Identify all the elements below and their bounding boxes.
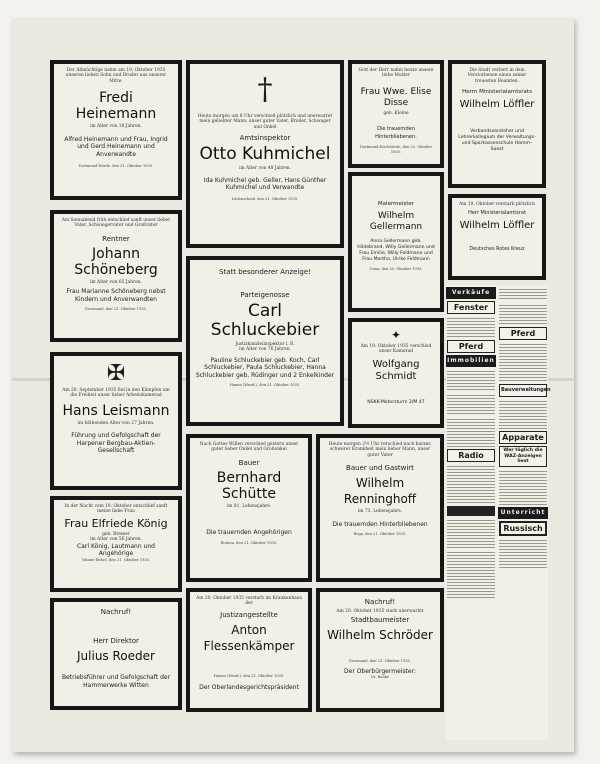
intro-text: Am Sonnabend früh entschlief sanft unser lieber Vater, Schwiegervater und Großvater — [61, 218, 171, 229]
ad-russisch — [499, 521, 547, 536]
body-text — [195, 279, 335, 289]
obituary-disse — [348, 60, 444, 168]
place-date: Dortmund-Hörde, den 21. Oktober 1935. — [78, 164, 154, 169]
obituary-renninghoff — [316, 434, 444, 582]
obituary-leismann — [50, 352, 182, 490]
place-date: Hamm (Westf.), den 21. Oktober 1935. — [213, 673, 285, 678]
role-text: Amtsinspektor — [239, 134, 291, 143]
family-text: Carl König, Lautmann und Angehörige — [77, 542, 155, 558]
role-text: Rentner — [102, 234, 130, 243]
ad-text-block — [499, 399, 547, 429]
ad-title: Bauverwaltungen — [501, 387, 551, 393]
role-text: Malermeister — [377, 201, 415, 207]
age-text: im 81. Lebensjahre. — [226, 503, 272, 509]
deceased-name: Fredi Heinemann — [75, 90, 157, 123]
age-text: im Alter von 56 Jahren. — [90, 537, 142, 543]
section-header-immobilien: Immobilien — [446, 355, 496, 367]
ad-text-block — [447, 417, 495, 447]
place-date: Dortmund, den 21. Oktober 1935. — [85, 307, 147, 312]
maiden-name: geb. Bremer — [102, 531, 130, 537]
obituary-loeffler-1 — [448, 60, 546, 188]
signed-by: Der Oberlandesgerichtspräsident — [199, 684, 299, 692]
age-text: im Alter von 18 Jahren. — [90, 124, 142, 130]
ad-text-block — [447, 393, 495, 415]
ad-text-block — [447, 518, 495, 548]
deceased-name: Wilhelm Schröder — [327, 628, 433, 643]
role-text: Parteigenosse — [240, 291, 290, 299]
ad-text-block — [447, 464, 495, 504]
signed-by: Verbandsvorsteher und Lehrerkollegium der Verwaltungs- und Sparkassenschule Hamm–Soest — [458, 129, 536, 153]
classifieds-column-right — [498, 285, 551, 740]
signature: Dr. Banke — [371, 675, 389, 680]
family-text: Frau Marianne Schöneberg nebst Kindern und Anverwandten — [66, 288, 166, 303]
obituary-schroeder — [316, 588, 444, 712]
ad-pferd-2 — [499, 327, 547, 340]
ad-fenster — [447, 301, 495, 314]
obituary-loeffler-2 — [448, 194, 546, 280]
ad-text-block — [447, 369, 495, 391]
obituary-koenig — [50, 496, 182, 592]
obituary-roeder — [50, 598, 182, 710]
deceased-name: Julius Roeder — [77, 649, 155, 663]
ad-title: Apparate — [502, 433, 544, 442]
maiden-name: geb. Kleine — [383, 110, 409, 116]
place-date: Lüdenscheid, den 21. Oktober 1935. — [231, 196, 299, 201]
signed-by: Deutsches Rotes Kreuz — [469, 247, 525, 253]
heading: Nachruf! — [364, 598, 396, 606]
obituary-schoeneberg — [50, 210, 182, 342]
place-date: Dortmund-Kirchhörde, den 20. Oktober 1935. — [359, 145, 433, 154]
classifieds-section — [446, 285, 551, 740]
cross-icon: † — [257, 72, 273, 107]
deceased-name: Anton Flessenkämper — [203, 622, 295, 653]
heading: Statt besonderer Anzeige! — [219, 268, 311, 276]
ad-title: Russisch — [503, 523, 543, 533]
role-text: Stadtbaumeister — [350, 616, 410, 625]
deceased-name: Wilhelm Löffler — [459, 99, 535, 111]
ad-text-block — [447, 316, 495, 338]
role-text: Bauer — [238, 458, 260, 467]
place-date: Hamm (Westf.), den 21. Oktober 1935. — [229, 383, 301, 388]
intro-text: Heute morgen um 8 Uhr verschied plötzlich und unerwartet mein geliebter Mann, unser guter Vater, Bruder, Schwager und Onkel — [197, 114, 333, 130]
deceased-name: Wilhelm Gellermann — [369, 211, 423, 232]
role-text: Bauer und Gastwirt — [346, 464, 414, 473]
mourners-text: Die trauernden Hinterbliebenen — [332, 520, 428, 528]
intro-text: Gott der Herr nahm heute unsere liebe Mutter — [358, 68, 434, 79]
deceased-name: Otto Kuhmichel — [199, 144, 331, 165]
signed-by: Der Oberbürgermeister: — [344, 667, 416, 675]
classifieds-column-left — [446, 285, 496, 740]
ad-text-block — [499, 538, 547, 568]
section-header-verkaeufe: Verkäufe — [446, 287, 496, 299]
deceased-name: Frau Elfriede König — [64, 516, 168, 530]
intro-text: Nach Gottes Willen verschied gestern unser guter lieber Onkel und Großonkel — [199, 442, 299, 453]
signed-by: NSKK-Motorsturm 2/M 47 — [367, 399, 425, 405]
intro-text: Heute morgen 2½ Uhr verschied nach kurzer, schwerer Krankheit mein lieber Mann, unser guter Vater — [328, 442, 432, 458]
ad-title: Fenster — [453, 303, 489, 312]
obituary-schluckebier — [186, 256, 344, 426]
section-header-unterricht: Unterricht — [498, 507, 548, 519]
body-text — [195, 656, 303, 674]
signed-by: Führung und Gefolgschaft der Harpener Bergbau-Aktien-Gesellschaft — [71, 432, 161, 455]
age-text: im Alter von 65 Jahren. — [90, 279, 142, 285]
ad-apparate — [499, 431, 547, 444]
body-text — [357, 385, 435, 399]
ad-block — [447, 506, 495, 516]
deceased-name: Wilhelm Renninghoff — [343, 476, 417, 507]
ad-text-block — [499, 303, 547, 325]
mourners-text: Die trauernden Angehörigen — [206, 529, 292, 537]
obituary-schuette — [186, 434, 312, 582]
ad-title: Pferd — [510, 329, 536, 338]
intro-text: Am 19. Oktober verstarb plötzlich — [459, 202, 535, 207]
family-text: Anna Gellermann geb. Hildebrand, Willy Gellermann und Frau Emilie, Willy Feldmann und Frau Martha, Ulrike Feldmann — [357, 239, 435, 262]
ad-waz — [499, 446, 547, 467]
obituary-schmidt — [348, 318, 444, 428]
place-date: Wanne-Eickel, den 21. Oktober 1935. — [81, 557, 151, 562]
deceased-name: Bernhard Schütte — [216, 469, 282, 502]
ad-title: Radio — [458, 451, 484, 460]
intro-text: In der Nacht vom 19. Oktober entschlief sanft meine liebe Frau — [64, 504, 168, 515]
place-date: Dortmund, den 21. Oktober 1935. — [349, 659, 411, 664]
party-emblem-icon: ✦ — [390, 328, 402, 342]
age-text: im Alter von 76 Jahren. — [239, 347, 291, 353]
role-text: Herr Ministerialamtsrat — [468, 210, 526, 217]
age-text: im 73. Lebensjahre. — [357, 509, 403, 515]
ad-text-block — [499, 469, 547, 505]
intro-text: Die Stadt verliert in dem Verstorbenen einen seiner treuesten Beamten. — [467, 68, 527, 84]
intro-text: Am 20. September 1935 fiel in den Kämpfen um die Freiheit unser lieber Arbeitskamerad — [62, 388, 170, 399]
body-text — [325, 645, 435, 659]
intro-text: Am 20. Oktober 1935 verstarb im Krankenhaus der — [196, 596, 302, 607]
body-text — [59, 619, 173, 635]
deceased-name: Hans Leismann — [62, 402, 170, 419]
age-text: im blühenden Alter von 27 Jahren. — [77, 420, 155, 426]
place-date: Bega, den 21. Oktober 1935. — [353, 532, 407, 537]
deceased-name: Carl Schluckebier — [210, 301, 320, 340]
intro-text: Am 19. Oktober 1935 verschied unser Kamerad — [360, 344, 432, 355]
intro-text — [357, 180, 435, 198]
body-text — [457, 234, 537, 246]
intro-text: Der Allmächtige nahm am 19. Oktober 1935 unseren lieben Sohn und Bruder aus unserer Mitte. — [65, 68, 167, 84]
obituary-heinemann — [50, 60, 182, 200]
ad-text-block — [499, 287, 547, 301]
iron-cross-icon: ✠ — [106, 361, 126, 386]
deceased-name: Wilhelm Löffler — [459, 220, 535, 232]
ad-title: Wer täglich die WAZ-Anzeigen liest — [503, 448, 543, 464]
deceased-name: Frau Wwe. Elise Disse — [360, 86, 432, 108]
obituary-kuhmichel — [186, 60, 344, 248]
ad-radio — [447, 449, 495, 462]
intro-text: Am 20. Oktober 1935 starb unerwartet — [336, 609, 424, 614]
role-text: Herrn Ministerialamtsrats — [462, 89, 532, 96]
deceased-name: Wolfgang Schmidt — [372, 358, 420, 382]
ad-title: Pferd — [458, 342, 484, 351]
family-text: Alfred Heinemann und Frau, Ingrid und Gerd Heinemann und Anverwandte — [64, 135, 168, 158]
age-text: im Alter von 48 Jahren. — [239, 166, 291, 172]
obituary-gellermann — [348, 172, 444, 312]
family-text: Pauline Schluckebier geb. Koch, Carl Schluckebier, Paula Schluckebier, Hanna Schluckebier geb. Rüdinger und 2 Enkelkinder — [195, 356, 335, 379]
role-text: Justizangestellte — [220, 610, 278, 619]
obituary-flessenkaemper — [186, 588, 312, 712]
heading: Nachruf! — [100, 608, 132, 616]
ad-text-block — [447, 550, 495, 600]
role-text: Herr Direktor — [93, 637, 139, 645]
ad-pferd — [447, 340, 495, 353]
place-date: Unna, den 20. Oktober 1935. — [369, 267, 423, 271]
title-text: Justizkanzleiinspektor i. R. — [235, 342, 295, 347]
ad-text-block — [499, 342, 547, 382]
family-text: Ida Kuhmichel geb. Geller, Hans Günther Kuhmichel und Verwandte — [203, 176, 327, 192]
ad-bauverwaltungen — [499, 384, 551, 397]
deceased-name: Johann Schöneberg — [74, 245, 158, 278]
body-text — [457, 113, 537, 129]
mourners-text: Die trauernden Hinterbliebenen. — [375, 126, 417, 140]
place-date: Borken, den 21. Oktober 1935. — [220, 540, 278, 545]
signed-by: Betriebsführer und Gefolgschaft der Hammerwerke Witten — [61, 674, 171, 689]
